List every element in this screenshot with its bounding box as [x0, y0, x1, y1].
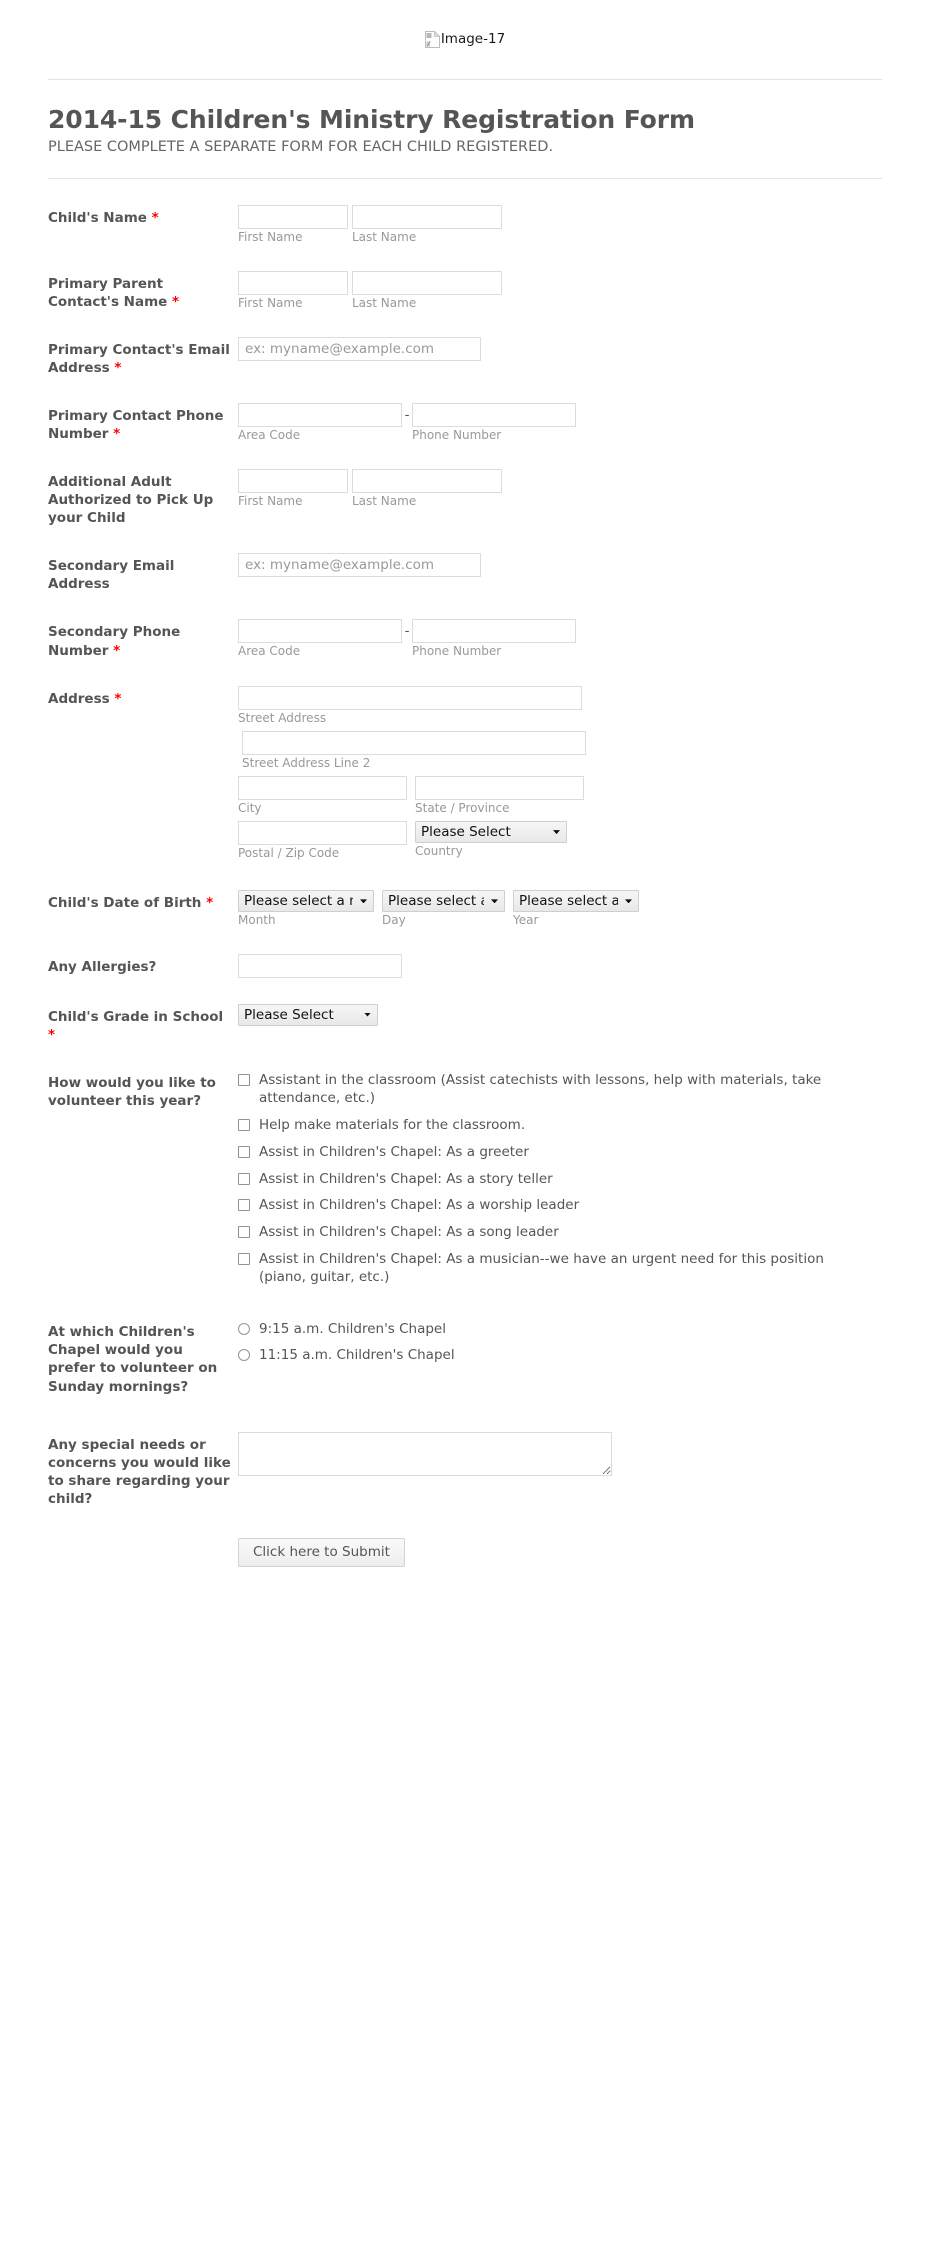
- broken-image-placeholder: [425, 31, 505, 48]
- phone-dash-separator: -: [404, 406, 410, 423]
- field-row-primary-parent-name: [0, 271, 930, 311]
- volunteer-option[interactable]: [238, 1072, 930, 1108]
- checkbox-icon[interactable]: [238, 1226, 250, 1238]
- sublabel-country: Country: [415, 844, 463, 859]
- required-asterisk: *: [114, 359, 122, 376]
- label-chapel-time: [48, 1319, 238, 1395]
- checkbox-icon[interactable]: [238, 1253, 250, 1265]
- label-primary-phone: [48, 403, 238, 443]
- checkbox-icon[interactable]: [238, 1119, 250, 1131]
- volunteer-option-label: Assist in Children's Chapel: As a musician--we have an urgent need for this position (piano, guitar, etc.): [259, 1251, 824, 1286]
- chapel-option[interactable]: [238, 1321, 930, 1339]
- checkbox-icon[interactable]: [238, 1173, 250, 1185]
- postal-zip-input[interactable]: [238, 821, 407, 845]
- secondary-area-code-input[interactable]: [238, 619, 402, 643]
- sublabel-street-address-2: Street Address Line 2: [242, 755, 371, 770]
- label-child-name: [48, 205, 238, 227]
- label-date-of-birth-text: Child's Date of Birth: [48, 895, 202, 912]
- volunteer-option-label: Assistant in the classroom (Assist catechists with lessons, help with materials, take attendance, etc.): [259, 1071, 822, 1106]
- allergies-input[interactable]: [238, 954, 402, 978]
- required-asterisk: *: [114, 690, 122, 707]
- child-last-name-input[interactable]: [352, 205, 502, 229]
- field-row-volunteer: [0, 1070, 930, 1288]
- label-secondary-phone: [48, 619, 238, 659]
- broken-image-alt-text: Image-17: [440, 30, 506, 47]
- field-row-grade: [0, 1004, 930, 1044]
- primary-phone-number-input[interactable]: [412, 403, 576, 427]
- additional-adult-first-name-input[interactable]: [238, 469, 348, 493]
- chapel-option-label: 9:15 a.m. Children's Chapel: [259, 1321, 446, 1338]
- label-secondary-email: [48, 553, 238, 593]
- volunteer-option[interactable]: [238, 1171, 930, 1189]
- required-asterisk: *: [172, 293, 180, 310]
- dob-month-select[interactable]: [238, 890, 374, 912]
- sublabel-year: Year: [513, 913, 539, 928]
- field-row-special-needs: [0, 1432, 930, 1508]
- child-first-name-input[interactable]: [238, 205, 348, 229]
- required-asterisk: *: [151, 210, 159, 227]
- required-asterisk: *: [206, 895, 214, 912]
- sublabel-first-name: First Name: [238, 230, 303, 245]
- form-header: [0, 80, 930, 156]
- label-volunteer-text: How would you like to volunteer this year?: [48, 1074, 216, 1109]
- checkbox-icon[interactable]: [238, 1074, 250, 1086]
- dob-month-select-wrapper[interactable]: [238, 890, 374, 912]
- phone-dash-separator: -: [404, 623, 410, 640]
- sublabel-state-province: State / Province: [415, 800, 510, 815]
- volunteer-options-list: [238, 1070, 930, 1288]
- label-address-text: Address: [48, 690, 110, 707]
- volunteer-option[interactable]: [238, 1117, 930, 1135]
- required-asterisk: *: [113, 642, 121, 659]
- radio-icon[interactable]: [238, 1323, 250, 1335]
- sublabel-area-code: Area Code: [238, 427, 301, 442]
- label-child-name-text: Child's Name: [48, 210, 147, 227]
- state-province-input[interactable]: [415, 776, 584, 800]
- field-row-secondary-phone: [0, 619, 930, 659]
- sublabel-phone-number: Phone Number: [412, 644, 502, 659]
- volunteer-option[interactable]: [238, 1224, 930, 1242]
- field-row-additional-adult: [0, 469, 930, 527]
- label-date-of-birth: [48, 890, 238, 912]
- label-special-needs: [48, 1432, 238, 1508]
- special-needs-textarea[interactable]: [238, 1432, 612, 1476]
- checkbox-icon[interactable]: [238, 1199, 250, 1211]
- grade-select-wrapper[interactable]: [238, 1004, 378, 1026]
- sublabel-street-address: Street Address: [238, 710, 327, 725]
- primary-area-code-input[interactable]: [238, 403, 402, 427]
- secondary-email-input[interactable]: [238, 553, 481, 577]
- field-row-primary-email: [0, 337, 930, 377]
- field-row-child-name: [0, 205, 930, 244]
- field-row-chapel-time: [0, 1319, 930, 1395]
- submit-button[interactable]: Click here to Submit: [238, 1538, 405, 1568]
- chapel-option-label: 11:15 a.m. Children's Chapel: [259, 1347, 455, 1364]
- form-fields: [0, 179, 930, 1607]
- grade-select[interactable]: [238, 1004, 378, 1026]
- city-input[interactable]: [238, 776, 407, 800]
- country-select-wrapper[interactable]: [415, 821, 567, 843]
- field-row-secondary-email: [0, 553, 930, 593]
- label-primary-parent-name: [48, 271, 238, 311]
- label-primary-parent-name-text: Primary Parent Contact's Name: [48, 275, 168, 310]
- label-chapel-time-text: At which Children's Chapel would you prefer to volunteer on Sunday mornings?: [48, 1324, 218, 1395]
- page-subtitle: PLEASE COMPLETE A SEPARATE FORM FOR EACH CHILD REGISTERED.: [48, 139, 554, 155]
- page-title: 2014-15 Children's Ministry Registration Form: [48, 105, 695, 134]
- volunteer-option-label: Assist in Children's Chapel: As a story teller: [259, 1170, 553, 1187]
- required-asterisk: *: [48, 1026, 56, 1043]
- street-address-2-input[interactable]: [242, 731, 586, 755]
- primary-email-input[interactable]: [238, 337, 481, 361]
- radio-icon[interactable]: [238, 1349, 250, 1361]
- sublabel-first-name: First Name: [238, 494, 303, 509]
- label-allergies: [48, 954, 238, 976]
- label-volunteer: [48, 1070, 238, 1110]
- dob-year-select[interactable]: [513, 890, 639, 912]
- dob-day-select-wrapper[interactable]: [382, 890, 505, 912]
- field-row-address: [0, 686, 930, 865]
- secondary-phone-number-input[interactable]: [412, 619, 576, 643]
- label-additional-adult: [48, 469, 238, 527]
- sublabel-last-name: Last Name: [352, 295, 417, 310]
- label-address: [48, 686, 238, 708]
- sublabel-month: Month: [238, 913, 276, 928]
- field-row-primary-phone: [0, 403, 930, 443]
- label-secondary-phone-text: Secondary Phone Number: [48, 624, 181, 659]
- label-primary-email: [48, 337, 238, 377]
- volunteer-option-label: Help make materials for the classroom.: [259, 1116, 526, 1133]
- sublabel-last-name: Last Name: [352, 494, 417, 509]
- chapel-option[interactable]: [238, 1347, 930, 1365]
- country-select[interactable]: [415, 821, 567, 843]
- label-additional-adult-text: Additional Adult Authorized to Pick Up your Child: [48, 474, 214, 527]
- broken-image-icon: [425, 31, 440, 48]
- label-primary-phone-text: Primary Contact Phone Number: [48, 407, 224, 442]
- dob-year-select-wrapper[interactable]: [513, 890, 639, 912]
- sublabel-city: City: [238, 800, 262, 815]
- parent-last-name-input[interactable]: [352, 271, 502, 295]
- sublabel-phone-number: Phone Number: [412, 427, 502, 442]
- submit-area: [0, 1508, 930, 1608]
- volunteer-option-label: Assist in Children's Chapel: As a greeter: [259, 1143, 529, 1160]
- street-address-input[interactable]: [238, 686, 582, 710]
- sublabel-postal-zip: Postal / Zip Code: [238, 846, 340, 861]
- chapel-options-list: [238, 1319, 930, 1373]
- label-primary-email-text: Primary Contact's Email Address: [48, 341, 230, 376]
- volunteer-option[interactable]: [238, 1197, 930, 1215]
- field-row-date-of-birth: [0, 890, 930, 927]
- sublabel-day: Day: [382, 913, 406, 928]
- checkbox-icon[interactable]: [238, 1146, 250, 1158]
- sublabel-area-code: Area Code: [238, 644, 301, 659]
- label-special-needs-text: Any special needs or concerns you would like to share regarding your child?: [48, 1436, 231, 1507]
- parent-first-name-input[interactable]: [238, 271, 348, 295]
- sublabel-last-name: Last Name: [352, 230, 417, 245]
- required-asterisk: *: [113, 425, 121, 442]
- volunteer-option-label: Assist in Children's Chapel: As a worship leader: [259, 1197, 580, 1214]
- label-secondary-email-text: Secondary Email Address: [48, 558, 175, 593]
- volunteer-option[interactable]: [238, 1251, 930, 1287]
- field-row-allergies: [0, 954, 930, 978]
- volunteer-option[interactable]: [238, 1144, 930, 1162]
- dob-day-select[interactable]: [382, 890, 505, 912]
- label-allergies-text: Any Allergies?: [48, 958, 157, 975]
- label-grade-text: Child's Grade in School: [48, 1008, 224, 1025]
- label-grade: [48, 1004, 238, 1044]
- additional-adult-last-name-input[interactable]: [352, 469, 502, 493]
- sublabel-first-name: First Name: [238, 295, 303, 310]
- volunteer-option-label: Assist in Children's Chapel: As a song leader: [259, 1224, 559, 1241]
- header-logo-area: [0, 0, 930, 57]
